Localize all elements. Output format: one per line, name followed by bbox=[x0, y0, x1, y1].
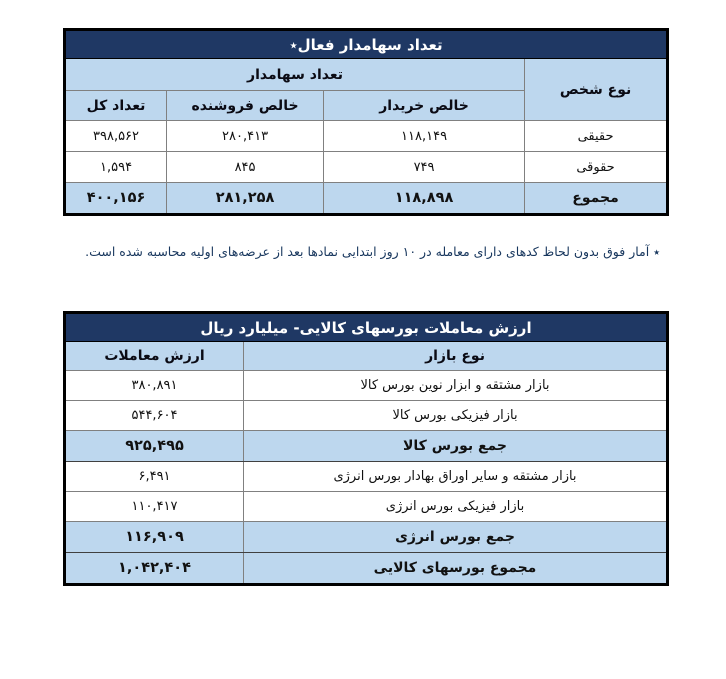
table-total-row bbox=[65, 183, 668, 215]
table-row bbox=[65, 371, 668, 401]
person-type-header: نوع شخص bbox=[525, 59, 668, 121]
market-name-cell: بازار فیزیکی بورس انرژی bbox=[244, 492, 668, 522]
net-buyer-cell: ۱۱۸,۸۹۸ bbox=[324, 183, 525, 215]
trade-value-cell: ۱۱۶,۹۰۹ bbox=[65, 522, 244, 553]
table-grand-total-row bbox=[65, 553, 668, 585]
net-seller-cell: ۲۸۱,۲۵۸ bbox=[167, 183, 324, 215]
market-name-cell: جمع بورس انرژی bbox=[244, 522, 668, 553]
table-row bbox=[65, 30, 668, 59]
net-buyer-cell: ۷۴۹ bbox=[324, 152, 525, 183]
trade-value-column-header: ارزش معاملات bbox=[65, 342, 244, 371]
person-type-cell: حقیقی bbox=[525, 121, 668, 152]
active-shareholders-table bbox=[63, 28, 669, 216]
market-type-column-header: نوع بازار bbox=[244, 342, 668, 371]
table1-title: تعداد سهامدار فعال٭ bbox=[65, 30, 668, 59]
net-seller-cell: ۲۸۰,۴۱۳ bbox=[167, 121, 324, 152]
total-count-cell: ۴۰۰,۱۵۶ bbox=[65, 183, 167, 215]
net-seller-column-header: خالص فروشنده bbox=[167, 91, 324, 121]
trade-value-cell: ۹۲۵,۴۹۵ bbox=[65, 431, 244, 462]
footnote: ٭ آمار فوق بدون لحاظ کدهای دارای معامله در ۱۰ روز ابتدایی نمادها بعد از عرضه‌های اولیه محاسبه شده است. bbox=[85, 244, 660, 259]
trade-value-cell: ۳۸۰,۸۹۱ bbox=[65, 371, 244, 401]
table-row bbox=[65, 492, 668, 522]
table-row bbox=[65, 342, 668, 371]
net-buyer-column-header: خالص خریدار bbox=[324, 91, 525, 121]
table-row bbox=[65, 152, 668, 183]
table2-title: ارزش معاملات بورسهای کالایی- میلیارد ریال bbox=[65, 313, 668, 342]
market-name-cell: مجموع بورسهای کالایی bbox=[244, 553, 668, 585]
net-buyer-cell: ۱۱۸,۱۴۹ bbox=[324, 121, 525, 152]
trade-value-cell: ۵۴۴,۶۰۴ bbox=[65, 401, 244, 431]
table-row bbox=[65, 401, 668, 431]
person-type-cell: مجموع bbox=[525, 183, 668, 215]
table-total-row bbox=[65, 522, 668, 553]
table-row bbox=[65, 121, 668, 152]
commodity-exchange-value-table bbox=[63, 311, 669, 586]
table-row bbox=[65, 313, 668, 342]
table-row bbox=[65, 462, 668, 492]
total-count-column-header: تعداد کل bbox=[65, 91, 167, 121]
market-name-cell: بازار فیزیکی بورس کالا bbox=[244, 401, 668, 431]
trade-value-cell: ۶,۴۹۱ bbox=[65, 462, 244, 492]
total-count-cell: ۳۹۸,۵۶۲ bbox=[65, 121, 167, 152]
trade-value-cell: ۱۱۰,۴۱۷ bbox=[65, 492, 244, 522]
net-seller-cell: ۸۴۵ bbox=[167, 152, 324, 183]
market-name-cell: بازار مشتقه و سایر اوراق بهادار بورس انرژی bbox=[244, 462, 668, 492]
shareholder-count-group-header: تعداد سهامدار bbox=[65, 59, 525, 91]
market-name-cell: بازار مشتقه و ابزار نوین بورس کالا bbox=[244, 371, 668, 401]
market-name-cell: جمع بورس کالا bbox=[244, 431, 668, 462]
trade-value-cell: ۱,۰۴۲,۴۰۴ bbox=[65, 553, 244, 585]
table-row bbox=[65, 59, 668, 91]
table-total-row bbox=[65, 431, 668, 462]
total-count-cell: ۱,۵۹۴ bbox=[65, 152, 167, 183]
person-type-cell: حقوقی bbox=[525, 152, 668, 183]
